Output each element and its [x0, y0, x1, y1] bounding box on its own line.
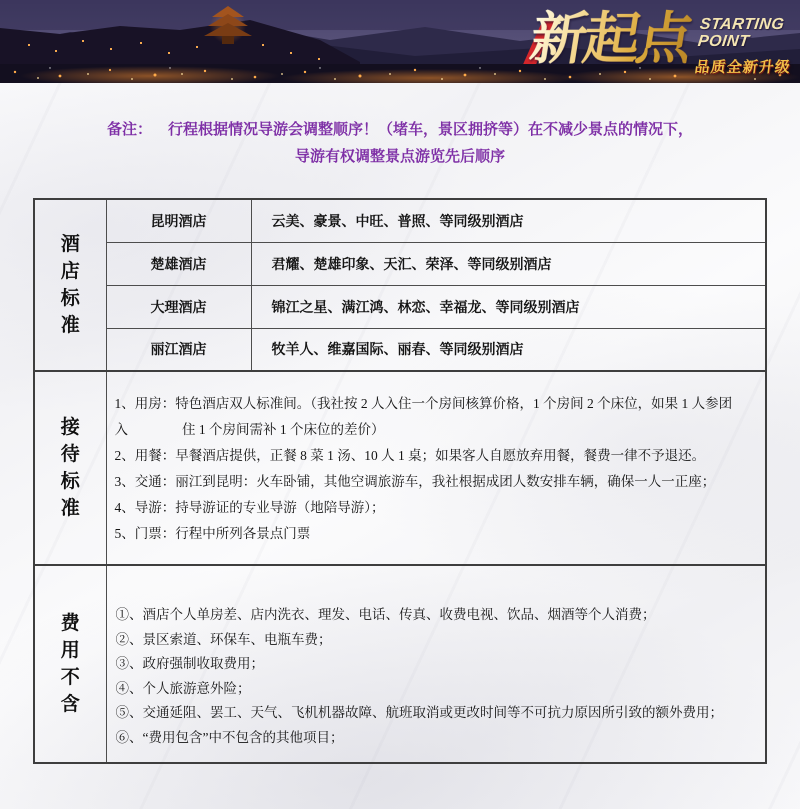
- reception-line: 4、导游：持导游证的专业导游（地陪导游）；: [114, 500, 385, 515]
- section-title-fees-cell: [34, 565, 106, 763]
- fees-line: ①、酒店个人单房差、店内洗衣、理发、电话、传真、收费电视、饮品、烟酒等个人消费；: [115, 607, 656, 622]
- fees-line: ②、景区索道、环保车、电瓶车费；: [115, 631, 332, 647]
- reception-section-row: [34, 371, 766, 565]
- hotel-row-chuxiong: [34, 242, 766, 285]
- hotel-city-cell: 丽江酒店: [106, 328, 251, 371]
- logo-starting-text: STARTING: [698, 16, 786, 33]
- remark-line-2: 导游有权调整景点游览先后顺序: [294, 148, 505, 165]
- reception-line: 3、交通：丽江到昆明：火车卧铺，其他空调旅游车，我社根据成团人数安排车辆，确保一人一正座；: [114, 474, 716, 489]
- logo-tagline: 品质全新升级: [693, 59, 792, 76]
- hotel-list-cell: 君耀、楚雄印象、天汇、荣泽、等同级别酒店: [251, 242, 766, 285]
- hotel-row-kunming: [34, 199, 766, 242]
- section-title-hotel: 酒店标准: [60, 234, 80, 336]
- fees-line: ③、政府强制收取费用；: [115, 656, 264, 671]
- hotel-row-dali: [34, 285, 766, 328]
- header-banner: [0, 0, 800, 83]
- hotel-list-cell: 牧羊人、维嘉国际、丽春、等同级别酒店: [251, 328, 766, 371]
- hotel-list-cell: 云美、豪景、中旺、普照、等同级别酒店: [251, 199, 766, 242]
- remark-note: [0, 116, 800, 170]
- remark-line-1: [0, 116, 800, 143]
- section-title-reception-cell: [34, 371, 106, 565]
- reception-line: 2、用餐：早餐酒店提供，正餐 8 菜 1 汤、10 人 1 桌；如果客人自愿放弃用餐，餐费一律不予退还。: [114, 448, 706, 463]
- section-title-fees: 费用不含: [60, 613, 80, 715]
- logo-main-text: 新起点: [525, 4, 695, 74]
- hotel-list-cell: 锦江之星、满江鸿、林恋、幸福龙、等同级别酒店: [251, 285, 766, 328]
- section-title-reception: 接待标准: [60, 417, 80, 519]
- hotel-row-lijiang: [34, 328, 766, 371]
- logo-point-text: POINT: [696, 33, 751, 50]
- logo-side-block: [694, 4, 799, 77]
- hotel-city-cell: 大理酒店: [106, 285, 251, 328]
- reception-line: 1、用房：特色酒店双人标准间。（我社按 2 人入住一个房间核算价格，1 个房间 2 个床位，如果 1 人参团: [114, 396, 733, 411]
- hotel-city-cell: 昆明酒店: [106, 199, 251, 242]
- reception-line: 5、门票：行程中所列各景点门票: [114, 526, 311, 541]
- hotel-city-cell: 楚雄酒店: [106, 242, 251, 285]
- fees-line: ⑥、“费用包含”中不包含的其他项目；: [115, 729, 344, 745]
- brand-logo: [526, 4, 794, 77]
- reception-content-cell: [106, 371, 766, 565]
- fees-line: ⑤、交通延阻、罢工、天气、飞机机器故障、航班取消或更改时间等不可抗力原因所引致的额外费用；: [115, 705, 723, 720]
- fees-section-row: [34, 565, 766, 763]
- itinerary-table: [33, 198, 767, 764]
- reception-line: 入 住 1 个房间需补 1 个床位的差价）: [114, 422, 385, 437]
- fees-line: ④、个人旅游意外险；: [115, 680, 251, 696]
- remark-label: 备注：: [106, 121, 152, 138]
- section-title-hotel-cell: [34, 199, 106, 371]
- remark-text-1: 行程根据情况导游会调整顺序！（堵车，景区拥挤等）在不减少景点的情况下，: [168, 121, 694, 138]
- fees-content-cell: [106, 565, 766, 763]
